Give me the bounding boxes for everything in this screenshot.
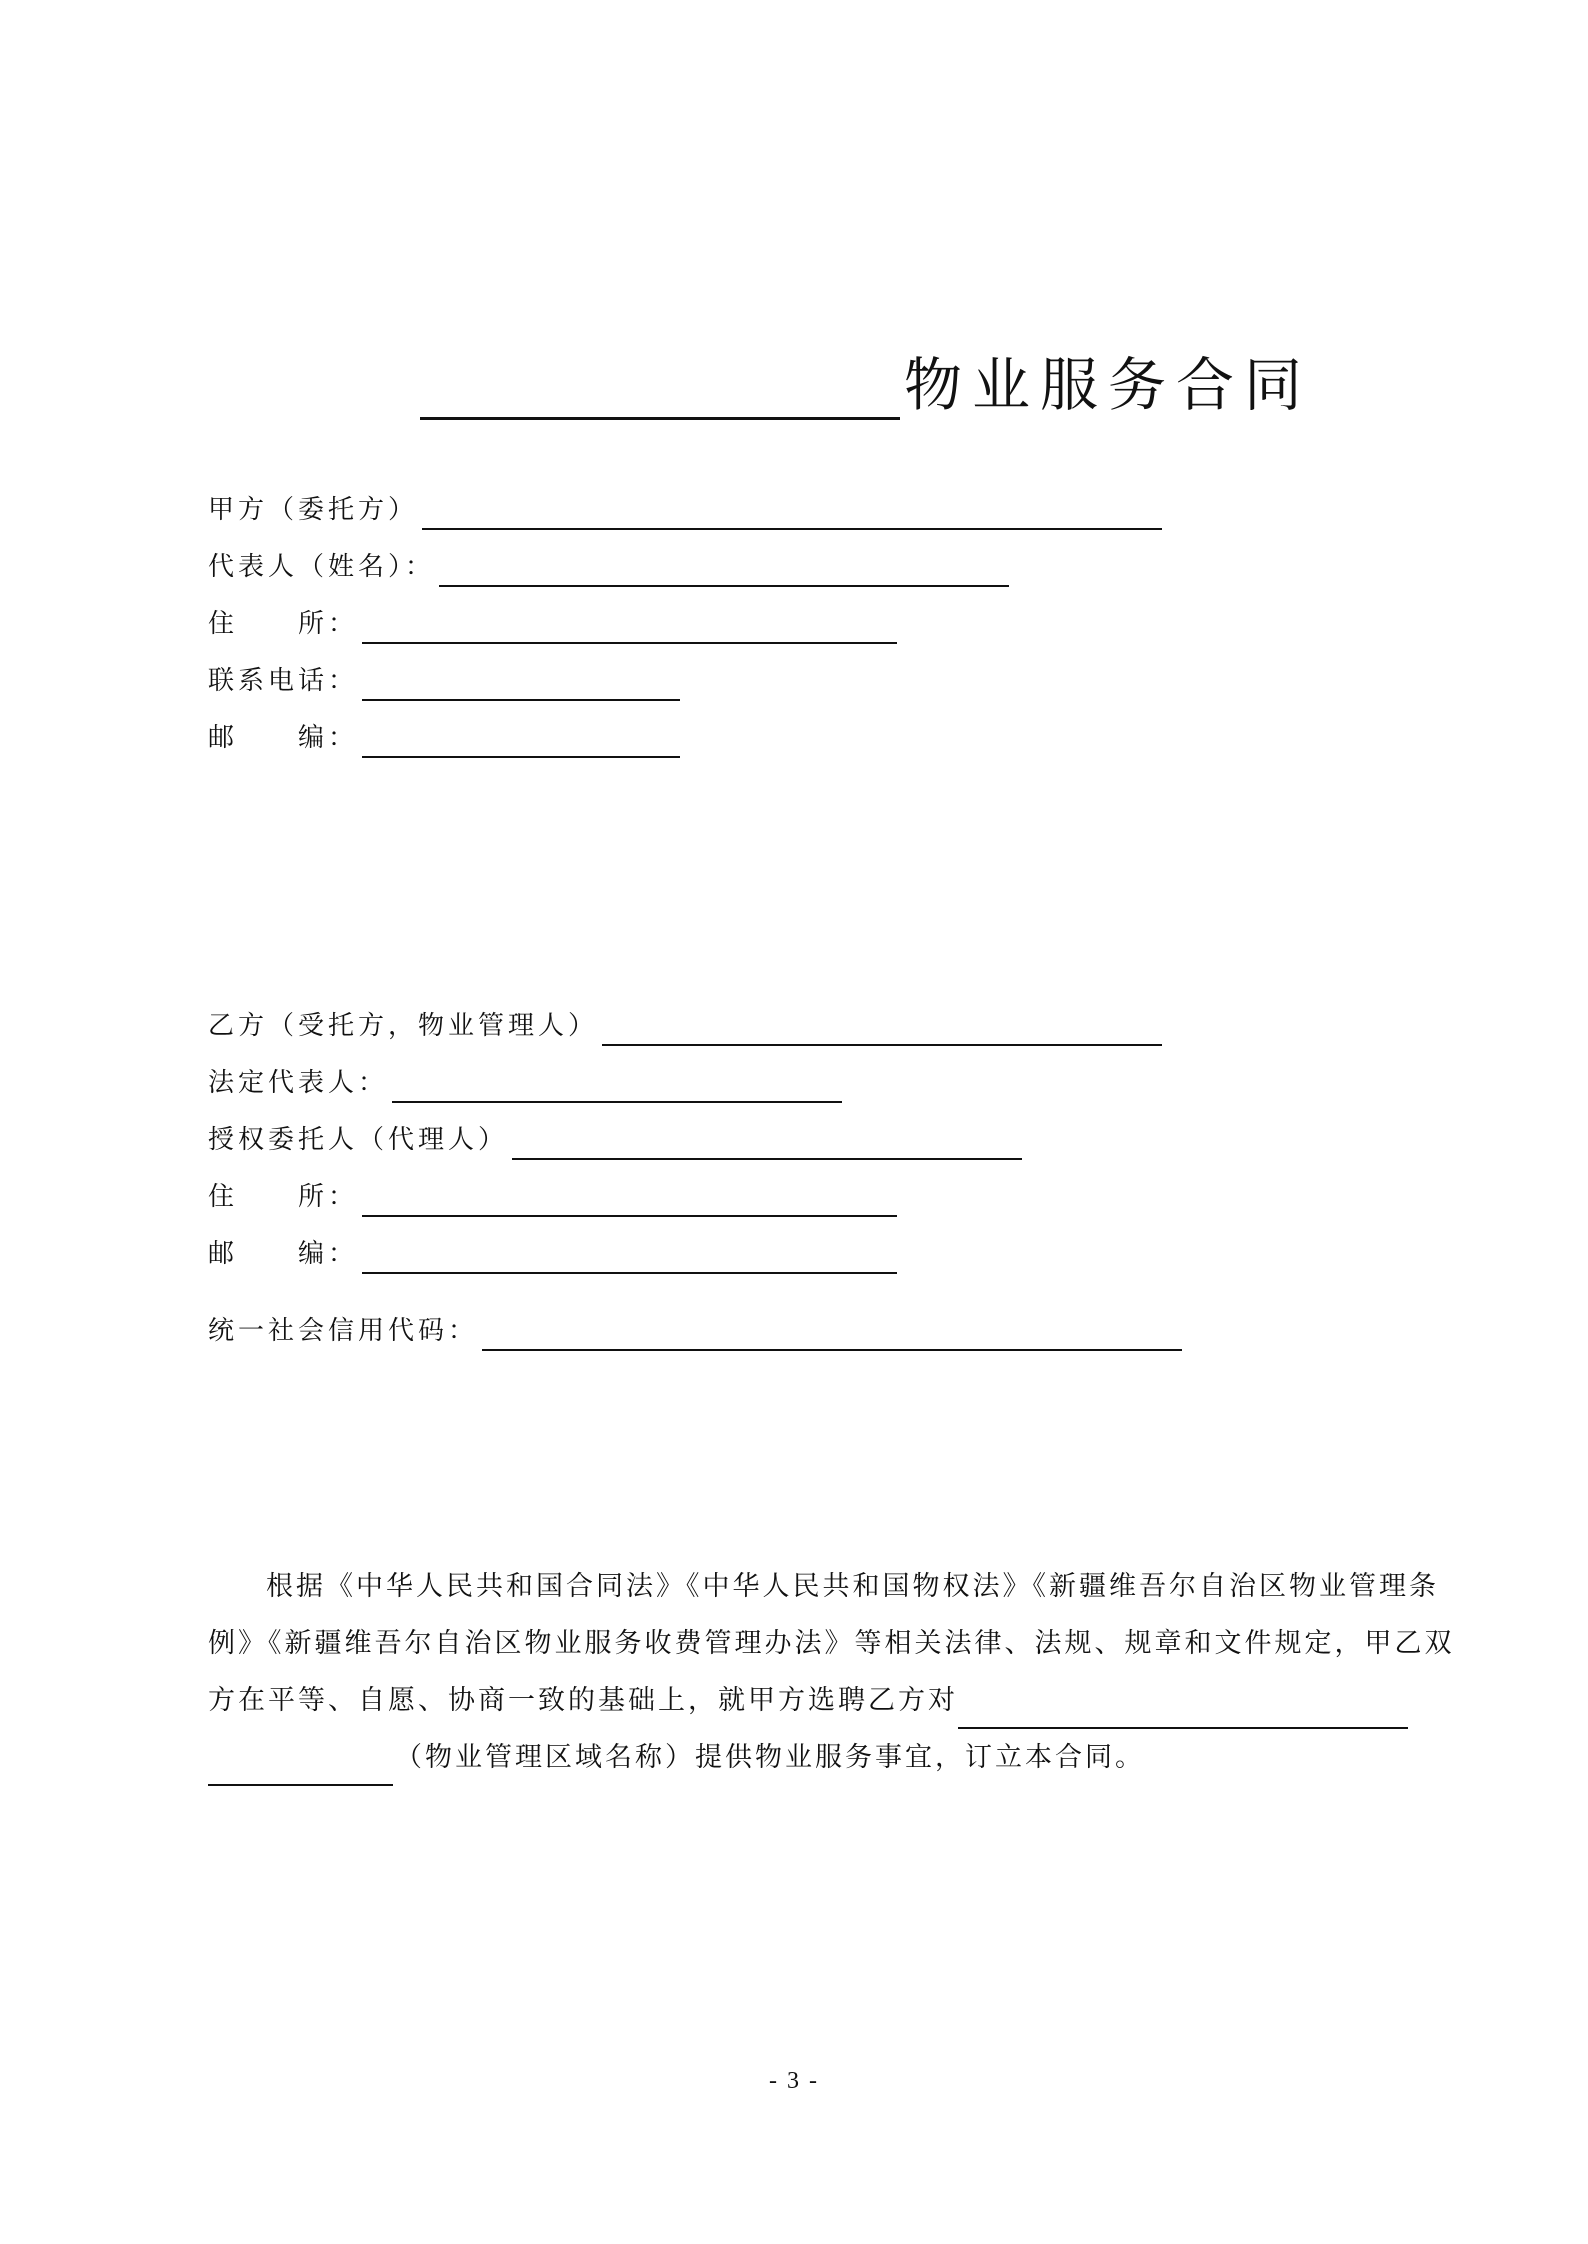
property-area-name-blank[interactable] (208, 1744, 393, 1786)
party-a-postcode-field (208, 718, 680, 758)
party-b-address-input[interactable] (362, 1181, 897, 1217)
party-b-postcode-label: 邮 编： (208, 1239, 359, 1269)
party-b-agent-label: 授权委托人（代理人） (208, 1125, 509, 1155)
party-b-legal-rep-input[interactable] (392, 1067, 842, 1103)
party-b-legal-rep-field (208, 1063, 842, 1103)
party-a-name-input[interactable] (422, 494, 1162, 530)
page-title: 物业服务合同 (904, 351, 1313, 419)
party-b-postcode-field (208, 1234, 897, 1274)
party-a-name-field (208, 490, 1162, 530)
title-row (420, 340, 1312, 420)
preamble-line-3 (208, 1672, 1408, 1729)
party-b-legal-rep-label: 法定代表人： (208, 1068, 389, 1098)
property-area-blank-line[interactable] (958, 1687, 1408, 1729)
party-a-representative-label: 代表人（姓名）： (208, 552, 436, 582)
preamble-line-1-text: 根据《中华人民共和国合同法》《中华人民共和国物权法》《新疆维吾尔自治区物业管理条 (266, 1571, 1439, 1602)
party-b-address-field (208, 1177, 897, 1217)
party-b-credit-code-input[interactable] (482, 1315, 1182, 1351)
preamble-line-2 (208, 1615, 1455, 1672)
party-a-phone-field (208, 661, 680, 701)
party-b-address-label: 住 所： (208, 1182, 359, 1212)
party-a-representative-input[interactable] (439, 551, 1009, 587)
party-b-agent-field (208, 1120, 1022, 1160)
party-a-address-input[interactable] (362, 608, 897, 644)
party-b-credit-code-label: 统一社会信用代码： (208, 1316, 479, 1346)
party-a-postcode-input[interactable] (362, 722, 680, 758)
party-a-postcode-label: 邮 编： (208, 723, 359, 753)
party-a-name-label: 甲方（委托方） (208, 495, 419, 525)
preamble-paragraph (208, 1558, 1455, 1786)
party-b-postcode-input[interactable] (362, 1238, 897, 1274)
party-a-address-field (208, 604, 897, 644)
preamble-line-4 (208, 1729, 1408, 1786)
party-a-phone-input[interactable] (362, 665, 680, 701)
party-b-name-label: 乙方（受托方，物业管理人） (208, 1011, 599, 1041)
title-blank-line[interactable] (420, 347, 900, 420)
preamble-line-4-text: （物业管理区域名称）提供物业服务事宜，订立本合同。 (395, 1742, 1145, 1773)
party-b-name-input[interactable] (602, 1010, 1162, 1046)
party-b-name-field (208, 1006, 1162, 1046)
party-b-agent-input[interactable] (512, 1124, 1022, 1160)
page-number: - 3 - (769, 2068, 819, 2094)
preamble-line-3-text: 方在平等、自愿、协商一致的基础上，就甲方选聘乙方对 (208, 1685, 958, 1716)
party-a-phone-label: 联系电话： (208, 666, 359, 696)
preamble-line-1 (208, 1558, 1439, 1615)
party-a-representative-field (208, 547, 1009, 587)
party-b-credit-code-field (208, 1311, 1182, 1351)
preamble-line-2-text: 例》《新疆维吾尔自治区物业服务收费管理办法》等相关法律、法规、规章和文件规定，甲乙双 (208, 1628, 1455, 1659)
party-a-address-label: 住 所： (208, 609, 359, 639)
